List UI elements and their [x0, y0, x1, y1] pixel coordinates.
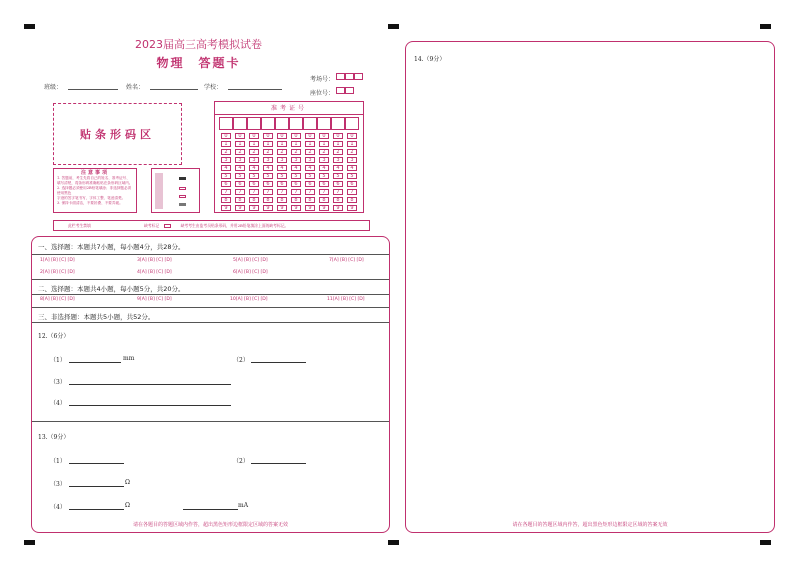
- q13-part4-unit2: mA: [238, 502, 249, 509]
- exam-id-bubble[interactable]: 2: [235, 149, 245, 155]
- exam-id-bubble[interactable]: 6: [221, 181, 231, 187]
- exam-id-bubble[interactable]: 4: [221, 165, 231, 171]
- footer-note-right: 请在各题目的答题区域内作答，超出黑色矩形边框限定区域的答案无效: [512, 522, 668, 528]
- q13-part4-blank-1[interactable]: [69, 509, 124, 510]
- exam-id-bubble[interactable]: 7: [333, 189, 343, 195]
- exam-id-bubble[interactable]: 8: [291, 197, 301, 203]
- exam-id-bubble[interactable]: 6: [291, 181, 301, 187]
- q12-part4-label: （4）: [50, 400, 66, 407]
- mc-question-10[interactable]: 10[A] [B] [C] [D]: [230, 297, 268, 302]
- exam-id-bubble[interactable]: 7: [291, 189, 301, 195]
- q12-title: 12.（6分）: [38, 333, 70, 340]
- corner-mark: [760, 540, 771, 545]
- exam-id-bubble[interactable]: 4: [319, 165, 329, 171]
- exam-id-bubble[interactable]: 9: [263, 205, 273, 211]
- notice-line: 字迹的签字笔书写，字体工整、笔迹清楚。: [57, 196, 126, 200]
- exam-id-bubble[interactable]: 5: [235, 173, 245, 179]
- exam-id-bubble[interactable]: 1: [347, 141, 357, 147]
- mc-question-4[interactable]: 4[A] [B] [C] [D]: [137, 270, 172, 275]
- page-subtitle: 物理 答题卡: [156, 56, 241, 70]
- exam-id-bubble[interactable]: 2: [249, 149, 259, 155]
- class-field[interactable]: [68, 82, 118, 90]
- exam-id-bubble[interactable]: 3: [333, 157, 343, 163]
- exam-id-bubble[interactable]: 0: [347, 133, 357, 139]
- exam-id-bubble[interactable]: 3: [249, 157, 259, 163]
- exam-id-bubble[interactable]: 3: [221, 157, 231, 163]
- exam-id-write-cell[interactable]: [219, 117, 233, 130]
- q13-part2-blank[interactable]: [251, 463, 306, 464]
- sample-mark: [179, 195, 186, 198]
- exam-id-bubble[interactable]: 2: [319, 149, 329, 155]
- exam-id-write-cell[interactable]: [331, 117, 345, 130]
- exam-id-bubble[interactable]: 3: [235, 157, 245, 163]
- sample-mark: [179, 187, 186, 190]
- exam-id-bubble[interactable]: 0: [319, 133, 329, 139]
- q13-part1-blank[interactable]: [69, 463, 124, 464]
- exam-id-write-cell[interactable]: [275, 117, 289, 130]
- footer-note-left: 请在各题目的答题区域内作答，超出黑色矩形边框限定区域的答案无效: [132, 522, 288, 528]
- exam-id-bubble[interactable]: 2: [305, 149, 315, 155]
- mc-question-1[interactable]: 1[A] [B] [C] [D]: [40, 258, 75, 263]
- absent-strip-label: 此栏考生禁填: [68, 223, 91, 228]
- mc-question-7[interactable]: 7[A] [B] [C] [D]: [329, 258, 364, 263]
- exam-id-bubble[interactable]: 8: [347, 197, 357, 203]
- mc-question-2[interactable]: 2[A] [B] [C] [D]: [40, 270, 75, 275]
- exam-id-bubble[interactable]: 6: [263, 181, 273, 187]
- q12-part2-label: （2）: [233, 357, 249, 364]
- exam-id-write-cell[interactable]: [345, 117, 359, 130]
- exam-id-bubble[interactable]: 6: [305, 181, 315, 187]
- corner-mark: [760, 24, 771, 29]
- exam-id-write-cell[interactable]: [317, 117, 331, 130]
- exam-id-bubble[interactable]: 6: [333, 181, 343, 187]
- exam-id-write-cell[interactable]: [247, 117, 261, 130]
- exam-id-bubble[interactable]: 0: [277, 133, 287, 139]
- seat-label: 座位号：: [310, 90, 335, 97]
- exam-id-bubble[interactable]: 0: [221, 133, 231, 139]
- exam-id-bubble[interactable]: 0: [249, 133, 259, 139]
- q13-part3-blank[interactable]: [69, 486, 124, 487]
- q12-part3-blank[interactable]: [69, 384, 231, 385]
- exam-id-bubble[interactable]: 3: [305, 157, 315, 163]
- divider: [32, 421, 389, 422]
- q13-part1-label: （1）: [50, 458, 66, 465]
- school-field[interactable]: [228, 82, 282, 90]
- exam-id-bubble[interactable]: 3: [319, 157, 329, 163]
- exam-id-bubble[interactable]: 7: [221, 189, 231, 195]
- page-title: 2023届高三高考模拟试卷: [135, 38, 262, 51]
- exam-id-bubble[interactable]: 3: [291, 157, 301, 163]
- exam-id-bubble[interactable]: 6: [249, 181, 259, 187]
- fill-sample-box: [151, 168, 200, 213]
- seat-box[interactable]: [345, 87, 354, 94]
- mc-question-5[interactable]: 5[A] [B] [C] [D]: [233, 258, 268, 263]
- q13-title: 13.（9分）: [38, 434, 70, 441]
- q12-part1-label: （1）: [50, 357, 66, 364]
- mc-question-8[interactable]: 8[A] [B] [C] [D]: [40, 297, 75, 302]
- exam-id-bubble[interactable]: 8: [235, 197, 245, 203]
- exam-id-bubble[interactable]: 5: [277, 173, 287, 179]
- exam-id-bubble[interactable]: 1: [263, 141, 273, 147]
- exam-id-bubble[interactable]: 2: [221, 149, 231, 155]
- exam-id-bubble[interactable]: 7: [235, 189, 245, 195]
- exam-id-bubble[interactable]: 7: [319, 189, 329, 195]
- q13-part3-label: （3）: [50, 481, 66, 488]
- divider: [32, 322, 389, 323]
- q13-part3-unit: Ω: [125, 479, 130, 486]
- exam-id-bubble[interactable]: 7: [263, 189, 273, 195]
- notice-title: 注意事项: [80, 170, 109, 176]
- exam-id-write-cell[interactable]: [261, 117, 275, 130]
- section-1-title: 一、选择题：本题共7小题，每小题4分，共28分。: [38, 243, 185, 251]
- class-label: 班级：: [44, 84, 63, 91]
- corner-mark: [24, 540, 35, 545]
- divider: [32, 254, 389, 255]
- exam-id-bubble[interactable]: 1: [221, 141, 231, 147]
- exam-id-bubble[interactable]: 6: [277, 181, 287, 187]
- exam-id-bubble[interactable]: 2: [263, 149, 273, 155]
- exam-room-box[interactable]: [354, 73, 363, 80]
- exam-room-label: 考场号：: [310, 76, 335, 83]
- divider: [32, 307, 389, 308]
- exam-id-bubble[interactable]: 8: [333, 197, 343, 203]
- exam-id-bubble[interactable]: 5: [347, 173, 357, 179]
- exam-id-bubble[interactable]: 0: [291, 133, 301, 139]
- exam-id-bubble[interactable]: 9: [249, 205, 259, 211]
- sample-strip: [155, 173, 163, 209]
- exam-id-bubble[interactable]: 2: [333, 149, 343, 155]
- exam-id-bubble[interactable]: 1: [249, 141, 259, 147]
- exam-id-write-row: [219, 117, 359, 130]
- exam-id-write-cell[interactable]: [303, 117, 317, 130]
- exam-id-bubble[interactable]: 9: [235, 205, 245, 211]
- exam-id-write-cell[interactable]: [289, 117, 303, 130]
- mc-question-6[interactable]: 6[A] [B] [C] [D]: [233, 270, 268, 275]
- exam-id-bubble[interactable]: 3: [347, 157, 357, 163]
- name-field[interactable]: [150, 82, 198, 90]
- exam-id-bubble[interactable]: 0: [333, 133, 343, 139]
- exam-id-bubble[interactable]: 1: [277, 141, 287, 147]
- notice-line: 1. 答题前，考生先将自己的姓名、准考证号、: [57, 176, 130, 180]
- exam-id-bubble[interactable]: 7: [305, 189, 315, 195]
- exam-id-bubble[interactable]: 9: [319, 205, 329, 211]
- q12-part4-blank[interactable]: [69, 405, 231, 406]
- notice-box: [53, 168, 137, 213]
- notice-line: 填写清楚，将条形码准确粘贴在条形码区域内。: [57, 181, 133, 185]
- exam-id-bubble[interactable]: 9: [277, 205, 287, 211]
- exam-id-bubble[interactable]: 5: [319, 173, 329, 179]
- exam-id-bubble[interactable]: 6: [319, 181, 329, 187]
- absent-mark-label: 缺考标记: [144, 223, 160, 228]
- exam-id-bubble[interactable]: 2: [277, 149, 287, 155]
- exam-id-bubble[interactable]: 4: [333, 165, 343, 171]
- answer-panel-right: [405, 41, 775, 533]
- q13-part4-unit1: Ω: [125, 502, 130, 509]
- exam-id-bubble[interactable]: 8: [221, 197, 231, 203]
- exam-id-bubble[interactable]: 2: [347, 149, 357, 155]
- notice-line: 3. 保持卡面清洁，不要折叠、不要弄破。: [57, 201, 123, 205]
- exam-id-bubble[interactable]: 3: [277, 157, 287, 163]
- q12-part1-unit: mm: [123, 355, 135, 362]
- exam-id-bubble[interactable]: 8: [263, 197, 273, 203]
- notice-line: 2. 选择题必须使用2B铅笔填涂；非选择题必须使用黑色: [57, 186, 132, 195]
- exam-id-bubble[interactable]: 1: [319, 141, 329, 147]
- name-label: 姓名：: [126, 84, 145, 91]
- exam-id-bubble[interactable]: 5: [221, 173, 231, 179]
- exam-id-bubble[interactable]: 9: [347, 205, 357, 211]
- barcode-area: [53, 103, 182, 165]
- exam-id-bubble[interactable]: 9: [221, 205, 231, 211]
- mc-question-9[interactable]: 9[A] [B] [C] [D]: [137, 297, 172, 302]
- exam-id-bubble[interactable]: 6: [347, 181, 357, 187]
- q12-part3-label: （3）: [50, 379, 66, 386]
- mc-question-11[interactable]: 11[A] [B] [C] [D]: [327, 297, 365, 302]
- exam-room-box[interactable]: [336, 73, 345, 80]
- exam-id-bubble[interactable]: 0: [263, 133, 273, 139]
- exam-id-bubble[interactable]: 0: [305, 133, 315, 139]
- exam-id-bubble[interactable]: 8: [277, 197, 287, 203]
- exam-id-bubble[interactable]: 3: [263, 157, 273, 163]
- exam-id-bubble[interactable]: 2: [291, 149, 301, 155]
- exam-id-bubble[interactable]: 7: [277, 189, 287, 195]
- divider: [32, 294, 389, 295]
- q12-part2-blank[interactable]: [251, 362, 306, 363]
- exam-id-bubble[interactable]: 5: [291, 173, 301, 179]
- exam-id-bubble[interactable]: 9: [305, 205, 315, 211]
- seat-box[interactable]: [336, 87, 345, 94]
- exam-id-bubble[interactable]: 1: [305, 141, 315, 147]
- exam-id-bubble[interactable]: 4: [277, 165, 287, 171]
- exam-id-bubble[interactable]: 4: [249, 165, 259, 171]
- exam-id-bubble[interactable]: 9: [333, 205, 343, 211]
- exam-id-bubble[interactable]: 5: [305, 173, 315, 179]
- exam-id-bubble[interactable]: 0: [235, 133, 245, 139]
- exam-id-grid: [214, 101, 364, 213]
- barcode-label: 贴条形码区: [80, 128, 155, 141]
- exam-id-bubble[interactable]: 4: [263, 165, 273, 171]
- exam-id-bubble[interactable]: 1: [291, 141, 301, 147]
- section-3-title: 三、非选择题：本题共5小题，共52分。: [38, 313, 155, 321]
- exam-id-bubble[interactable]: 4: [347, 165, 357, 171]
- corner-mark: [388, 540, 399, 545]
- absent-note: 缺考考生由监考员贴条形码，并用2B铅笔填涂上面的缺考标记。: [180, 223, 289, 228]
- q13-part4-label: （4）: [50, 504, 66, 511]
- absent-strip: [53, 220, 370, 231]
- exam-id-bubble[interactable]: 7: [347, 189, 357, 195]
- mc-question-3[interactable]: 3[A] [B] [C] [D]: [137, 258, 172, 263]
- corner-mark: [24, 24, 35, 29]
- exam-id-bubble[interactable]: 8: [249, 197, 259, 203]
- exam-id-title: 准考证号: [215, 102, 363, 115]
- exam-id-bubble[interactable]: 1: [235, 141, 245, 147]
- exam-id-bubble[interactable]: 7: [249, 189, 259, 195]
- sample-mark: [179, 177, 186, 180]
- exam-id-bubble[interactable]: 4: [305, 165, 315, 171]
- q12-part1-blank[interactable]: [69, 362, 121, 363]
- q13-part4-blank-2[interactable]: [183, 509, 238, 510]
- sample-mark: [179, 203, 186, 206]
- exam-id-bubble[interactable]: 6: [235, 181, 245, 187]
- corner-mark: [388, 24, 399, 29]
- exam-id-bubble[interactable]: 8: [319, 197, 329, 203]
- exam-id-bubble[interactable]: 5: [263, 173, 273, 179]
- exam-id-bubble[interactable]: 8: [305, 197, 315, 203]
- exam-id-bubble[interactable]: 9: [291, 205, 301, 211]
- exam-id-bubble[interactable]: 4: [291, 165, 301, 171]
- exam-room-box[interactable]: [345, 73, 354, 80]
- divider: [32, 279, 389, 280]
- exam-id-bubble[interactable]: 4: [235, 165, 245, 171]
- exam-id-bubble[interactable]: 1: [333, 141, 343, 147]
- exam-id-write-cell[interactable]: [233, 117, 247, 130]
- section-2-title: 二、选择题：本题共4小题，每小题5分，共20分。: [38, 285, 185, 293]
- exam-id-bubble[interactable]: 5: [249, 173, 259, 179]
- q13-part2-label: （2）: [233, 458, 249, 465]
- exam-id-bubble[interactable]: 5: [333, 173, 343, 179]
- q14-title: 14.（9分）: [414, 56, 446, 63]
- absent-mark-box[interactable]: [164, 224, 171, 228]
- school-label: 学校：: [204, 84, 223, 91]
